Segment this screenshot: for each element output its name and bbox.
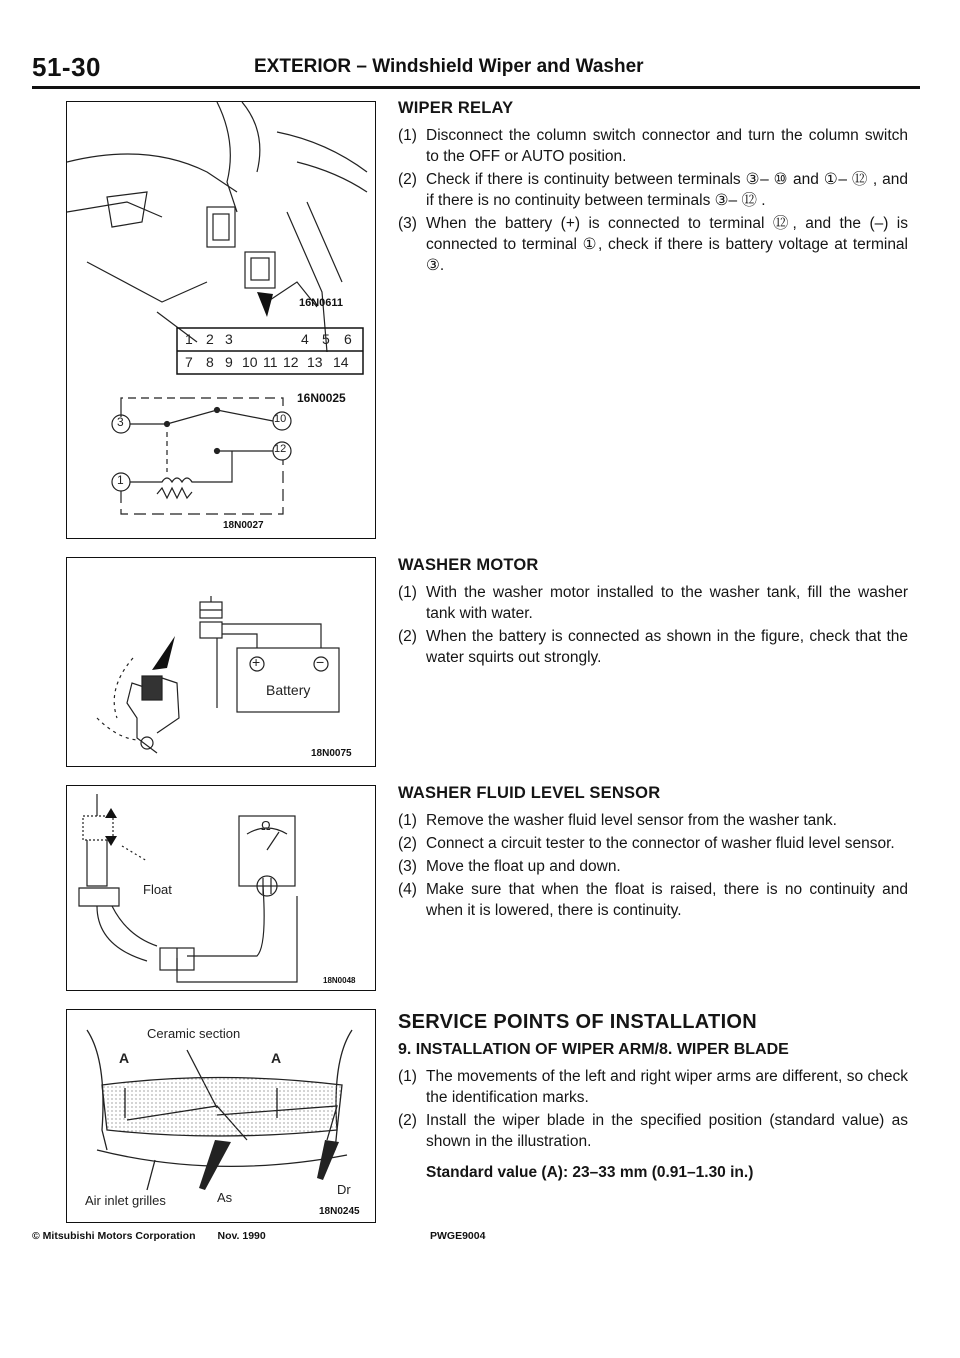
washer-motor-figure (66, 557, 376, 767)
page-header (32, 52, 920, 89)
ceramic-section-label: Ceramic section (147, 1026, 241, 1041)
service-points-subheading: 9. INSTALLATION OF WIPER ARM/8. WIPER BLADE (398, 1041, 789, 1058)
list-item: (4) Make sure that when the float is raised, there is no continuity and when it is lowered, there is continuity. (398, 881, 908, 919)
wiper-relay-figure (66, 101, 376, 539)
list-item: (3) Move the float up and down. (398, 858, 621, 875)
wiper-relay-illustration (67, 102, 375, 538)
ohm-symbol: Ω (261, 818, 271, 833)
washer-motor-code: 18N0075 (311, 748, 352, 759)
footer-date: Nov. 1990 (217, 1230, 266, 1242)
pin-9: 9 (225, 354, 233, 370)
dr-label: Dr (337, 1182, 351, 1197)
relay-code-bottom: 18N0027 (223, 520, 264, 531)
pin-13: 13 (307, 354, 323, 370)
battery-plus-sign: + (252, 654, 261, 670)
air-inlet-grilles-label: Air inlet grilles (85, 1193, 166, 1208)
fluid-sensor-code: 18N0048 (323, 976, 356, 985)
service-points-section (398, 1012, 908, 1183)
standard-value: Standard value (A): 23–33 mm (0.91–1.30 in.) (426, 1164, 754, 1181)
list-item: (2) Install the wiper blade in the specified position (standard value) as shown in the illustration. (398, 1112, 908, 1150)
pin-5: 5 (322, 331, 330, 347)
wiper-figure (66, 1009, 376, 1223)
list-item: (1) Disconnect the column switch connector and turn the column switch to the OFF or AUTO position. (398, 127, 908, 165)
footer-doc-code: PWGE9004 (430, 1230, 486, 1242)
washer-motor-heading: WASHER MOTOR (398, 556, 539, 574)
wiper-code: 18N0245 (319, 1206, 360, 1217)
terminal-12: 12 (274, 443, 287, 455)
wiper-relay-heading: WIPER RELAY (398, 99, 514, 117)
as-label: As (217, 1190, 233, 1205)
battery-label: Battery (266, 682, 311, 698)
page-title: EXTERIOR – Windshield Wiper and Washer (254, 56, 644, 77)
copyright-text: © Mitsubishi Motors Corporation (32, 1230, 196, 1242)
list-item: (2) When the battery is connected as shown in the figure, check that the water squirts out strongly. (398, 628, 908, 666)
pin-12: 12 (283, 354, 299, 370)
pin-1: 1 (185, 331, 193, 347)
washer-motor-section (398, 555, 908, 670)
terminal-10: 10 (274, 413, 287, 425)
pin-10: 10 (242, 354, 258, 370)
pin-7: 7 (185, 354, 193, 370)
service-points-heading: SERVICE POINTS OF INSTALLATION (398, 1011, 758, 1033)
float-label: Float (143, 882, 172, 897)
wiper-relay-section (398, 98, 908, 278)
washer-motor-steps (398, 582, 908, 668)
washer-motor-illustration (67, 558, 375, 766)
relay-code-top: 16N0611 (299, 297, 344, 309)
relay-code-mid: 16N0025 (297, 391, 346, 405)
fluid-sensor-section (398, 783, 908, 923)
service-points-steps (398, 1066, 908, 1152)
page-number: 51-30 (32, 52, 101, 82)
fluid-sensor-figure (66, 785, 376, 991)
pin-14: 14 (333, 354, 349, 370)
list-item: (3) When the battery (+) is connected to terminal ⑫, and the (–) is connected to terminal ①, check if there is battery voltage at terminal ③. (398, 215, 908, 274)
footer-copyright (32, 1230, 266, 1242)
pin-3: 3 (225, 331, 233, 347)
list-item: (2) Connect a circuit tester to the connector of washer fluid level sensor. (398, 835, 895, 852)
battery-minus-sign: − (316, 654, 325, 670)
pin-6: 6 (344, 331, 352, 347)
fluid-sensor-illustration (67, 786, 375, 990)
fluid-sensor-heading: WASHER FLUID LEVEL SENSOR (398, 784, 661, 802)
wiper-relay-steps (398, 125, 908, 276)
list-item: (2) Check if there is continuity between terminals ③– ⑩ and ①– ⑫ , and if there is no continuity between terminals ③– ⑫ . (398, 171, 908, 209)
a-right-label: A (271, 1050, 282, 1066)
pin-11: 11 (263, 354, 278, 370)
fluid-sensor-steps (398, 810, 908, 921)
list-item: (1) With the washer motor installed to the washer tank, fill the washer tank with water. (398, 584, 908, 622)
terminal-1: 1 (117, 473, 124, 487)
pin-2: 2 (206, 331, 214, 347)
pin-4: 4 (301, 331, 309, 347)
terminal-3: 3 (117, 415, 124, 429)
pin-8: 8 (206, 354, 214, 370)
a-left-label: A (119, 1050, 130, 1066)
list-item: (1) Remove the washer fluid level sensor from the washer tank. (398, 812, 837, 829)
list-item: (1) The movements of the left and right wiper arms are different, so check the identification marks. (398, 1068, 908, 1106)
